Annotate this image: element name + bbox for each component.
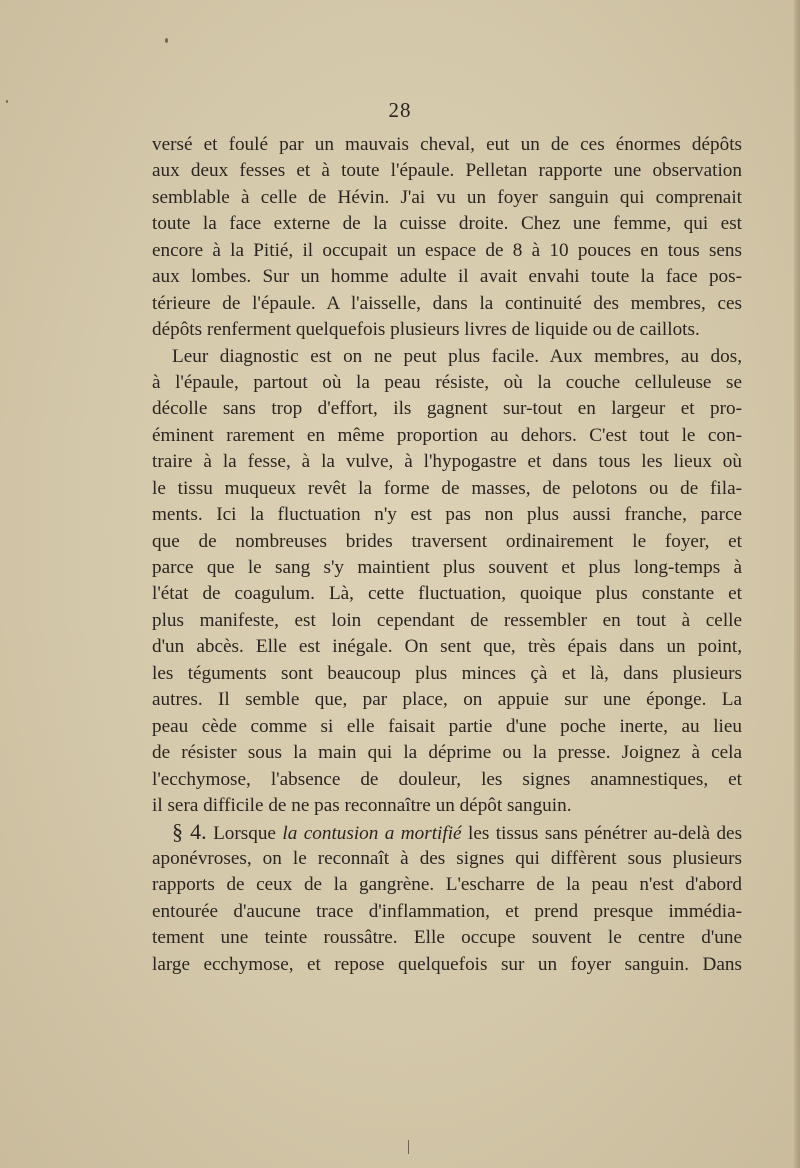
section-italic-phrase: la contusion a mortifié: [282, 823, 462, 845]
text-line: parce que le sang s'y maintient plus souvent et plus long-temps à: [152, 557, 742, 578]
section-symbol: § 4.: [172, 819, 207, 845]
text-line: aux deux fesses et à toute l'épaule. Pelletan rapporte une observation: [152, 160, 742, 182]
text-line: ments. Ici la fluctuation n'y est pas non plus aussi franche, parce: [152, 504, 742, 526]
text-line: térieure de l'épaule. A l'aisselle, dans la continuité des membres, ces: [152, 292, 742, 314]
text-line: tement une teinte roussâtre. Elle occupe souvent le centre d'une: [152, 927, 742, 949]
text-line: entourée d'aucune trace d'inflammation, et prend presque immédia-: [152, 900, 742, 922]
section-rest: les tissus sans pénétrer au-delà des: [468, 823, 743, 845]
text-line: de résister sous la main qui la déprime ou la presse. Joignez à cela: [152, 742, 742, 764]
text-line: il sera difficile de ne pas reconnaître un dépôt sanguin.: [152, 794, 572, 816]
body-text: [152, 132, 742, 978]
text-line: Leur diagnostic est on ne peut plus facile. Aux membres, au dos,: [172, 345, 742, 367]
text-line: les téguments sont beaucoup plus minces çà et là, dans plusieurs: [152, 662, 742, 684]
text-line: à l'épaule, partout où la peau résiste, où la couche celluleuse se: [152, 371, 742, 393]
ink-speck: [165, 38, 168, 43]
text-line: encore à la Pitié, il occupait un espace de 8 à 10 pouces en tous sens: [152, 239, 742, 261]
text-line: le tissu muqueux revêt la forme de masses, de pelotons ou de fila-: [152, 477, 742, 499]
text-line: peau cède comme si elle faisait partie d'une poche inerte, au lieu: [152, 715, 742, 737]
text-line: plus manifeste, est loin cependant de ressembler en tout à celle: [152, 609, 742, 631]
text-line: semblable à celle de Hévin. J'ai vu un foyer sanguin qui comprenait: [152, 186, 742, 208]
page-number: 28: [388, 98, 412, 122]
text-line: aponévroses, on le reconnaît à des signes qui diffèrent sous plusieurs: [152, 847, 742, 869]
ink-speck: [408, 1140, 409, 1154]
text-line: large ecchymose, et repose quelquefois sur un foyer sanguin. Dans: [152, 953, 742, 975]
text-line: l'état de coagulum. Là, cette fluctuation, quoique plus constante et: [152, 583, 742, 605]
text-line: traire à la fesse, à la vulve, à l'hypogastre et dans tous les lieux où: [152, 451, 742, 473]
section-first-line: [152, 819, 742, 845]
section-lead: Lorsque: [213, 823, 276, 845]
text-line: d'un abcès. Elle est inégale. On sent que, très épais dans un point,: [152, 636, 742, 658]
page-edge: [794, 0, 800, 1168]
text-line: l'ecchymose, l'absence de douleur, les signes anamnestiques, et: [152, 768, 742, 790]
text-line: rapports de ceux de la gangrène. L'escharre de la peau n'est d'abord: [152, 874, 742, 896]
text-line: dépôts renferment quelquefois plusieurs livres de liquide ou de caillots.: [152, 319, 700, 341]
text-line: autres. Il semble que, par place, on appuie sur une éponge. La: [152, 689, 742, 711]
text-line: éminent rarement en même proportion au dehors. C'est tout le con-: [152, 424, 742, 446]
text-line: aux lombes. Sur un homme adulte il avait envahi toute la face pos-: [152, 266, 742, 288]
text-line: que de nombreuses brides traversent ordinairement le foyer, et: [152, 530, 742, 552]
text-line: toute la face externe de la cuisse droite. Chez une femme, qui est: [152, 213, 742, 235]
text-line: décolle sans trop d'effort, ils gagnent sur-tout en largeur et pro-: [152, 398, 742, 420]
text-line: versé et foulé par un mauvais cheval, eut un de ces énormes dépôts: [152, 134, 742, 155]
